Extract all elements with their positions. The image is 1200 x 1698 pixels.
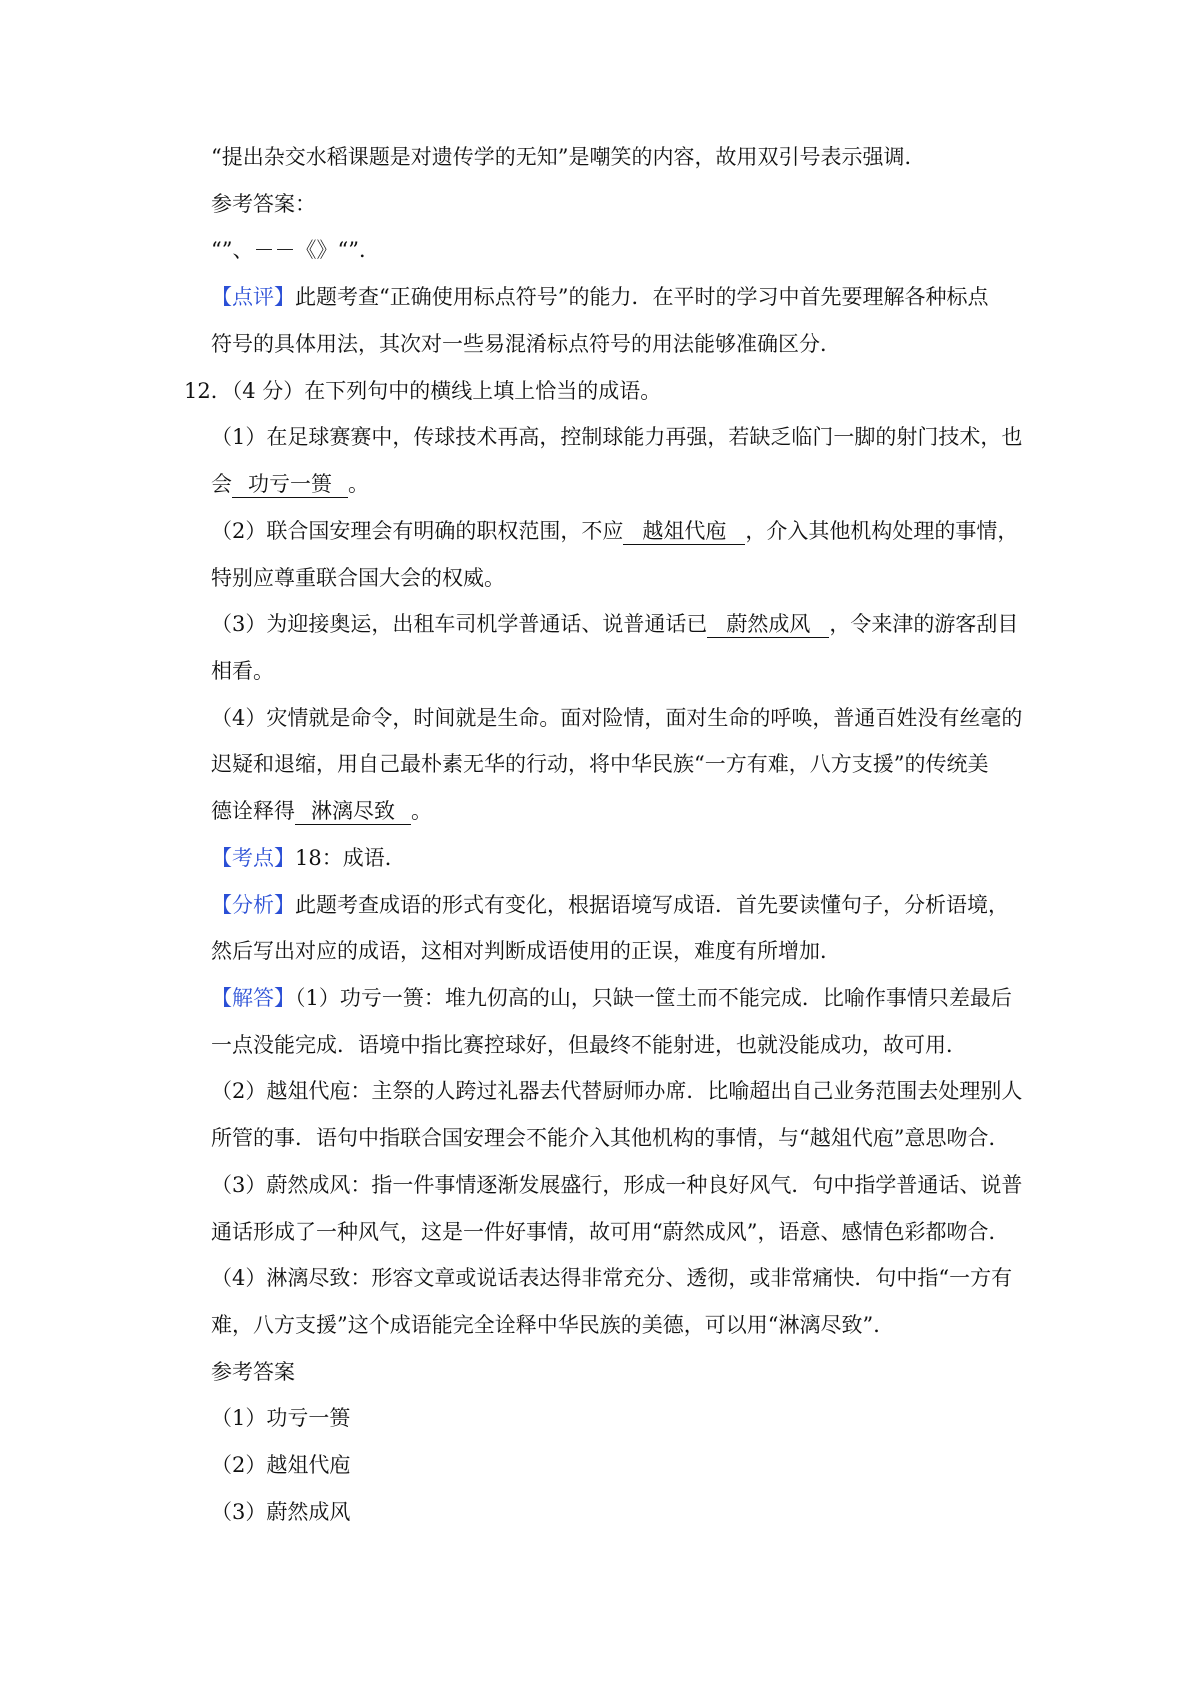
text-line: 通话形成了一种风气，这是一件好事情，故可用“蔚然成风”，语意、感情色彩都吻合． <box>211 1220 1010 1244</box>
text-line: （1）在足球赛赛中，传球技术再高，控制球能力再强，若缺乏临门一脚的射门技术，也 <box>211 425 1023 449</box>
text-line: “”、－－《》“”． <box>211 238 380 262</box>
fill-line <box>211 517 1018 545</box>
knowledge-point-line <box>211 844 406 872</box>
text-line: 参考答案： <box>211 192 316 216</box>
answer-item: （1）功亏一篑 <box>211 1406 351 1430</box>
text-span: 德诠释得 <box>211 799 295 823</box>
text-span: 会 <box>211 472 232 496</box>
text-line: （4）灾情就是命令，时间就是生命。面对险情，面对生命的呼唤，普通百姓没有丝毫的 <box>211 706 1023 730</box>
answer-blank: 蔚然成风 <box>707 611 829 638</box>
text-line: 难，八方支援”这个成语能完全诠释中华民族的美德，可以用“淋漓尽致”． <box>211 1313 895 1337</box>
question-title: 12．（4 分）在下列句中的横线上填上恰当的成语。 <box>184 379 662 403</box>
text-span: （2）联合国安理会有明确的职权范围，不应 <box>211 519 624 543</box>
text-span: 。 <box>411 799 432 823</box>
text-span: 此题考查“正确使用标点符号”的能力．在平时的学习中首先要理解各种标点 <box>295 285 989 309</box>
text-span: 18：成语． <box>295 846 406 870</box>
fill-line <box>211 470 369 498</box>
analysis-tag: 【分析】 <box>211 893 295 917</box>
answer-blank: 淋漓尽致 <box>295 798 411 825</box>
text-line: 特别应尊重联合国大会的权威。 <box>211 566 505 590</box>
text-line: 迟疑和退缩，用自己最朴素无华的行动，将中华民族“一方有难，八方支援”的传统美 <box>211 752 989 776</box>
answer-item: （2）越俎代庖 <box>211 1453 351 1477</box>
answer-blank: 功亏一篑 <box>232 471 348 498</box>
text-line: 一点没能完成．语境中指比赛控球好，但最终不能射进，也就没能成功，故可用． <box>211 1033 967 1057</box>
analysis-line <box>211 891 1009 919</box>
text-line: （2）越俎代庖：主祭的人跨过礼器去代替厨师办席．比喻超出自己业务范围去处理别人 <box>211 1079 1023 1103</box>
answer-blank: 越俎代庖 <box>623 518 745 545</box>
text-span: 。 <box>348 472 369 496</box>
answer-item: （3）蔚然成风 <box>211 1500 351 1524</box>
comment-tag: 【点评】 <box>211 285 295 309</box>
text-span: ，介入其他机构处理的事情， <box>745 519 1019 543</box>
text-span: 此题考查成语的形式有变化，根据语境写成语．首先要读懂句子，分析语境， <box>295 893 1009 917</box>
text-line: （3）蔚然成风：指一件事情逐渐发展盛行，形成一种良好风气．句中指学普通话、说普 <box>211 1173 1023 1197</box>
text-line: 然后写出对应的成语，这相对判断成语使用的正误，难度有所增加． <box>211 939 841 963</box>
comment-line <box>211 283 988 311</box>
text-line: 所管的事．语句中指联合国安理会不能介入其他机构的事情，与“越俎代庖”意思吻合． <box>211 1126 1010 1150</box>
solution-line <box>211 984 1012 1012</box>
text-span: （3）为迎接奥运，出租车司机学普通话、说普通话已 <box>211 612 708 636</box>
text-span: ，令来津的游客刮目 <box>829 612 1019 636</box>
text-line: 相看。 <box>211 659 274 683</box>
text-line: （4）淋漓尽致：形容文章或说话表达得非常充分、透彻，或非常痛快．句中指“一方有 <box>211 1266 1013 1290</box>
text-span: （1）功亏一篑：堆九仞高的山，只缺一筐土而不能完成．比喻作事情只差最后 <box>295 986 1012 1010</box>
fill-line <box>211 797 432 825</box>
text-line: 符号的具体用法，其次对一些易混淆标点符号的用法能够准确区分． <box>211 332 841 356</box>
solution-tag: 【解答】 <box>211 986 295 1010</box>
knowledge-point-tag: 【考点】 <box>211 846 295 870</box>
answer-heading: 参考答案 <box>211 1360 295 1384</box>
fill-line <box>211 610 1018 638</box>
text-line: “提出杂交水稻课题是对遗传学的无知”是嘲笑的内容，故用双引号表示强调． <box>211 145 926 169</box>
